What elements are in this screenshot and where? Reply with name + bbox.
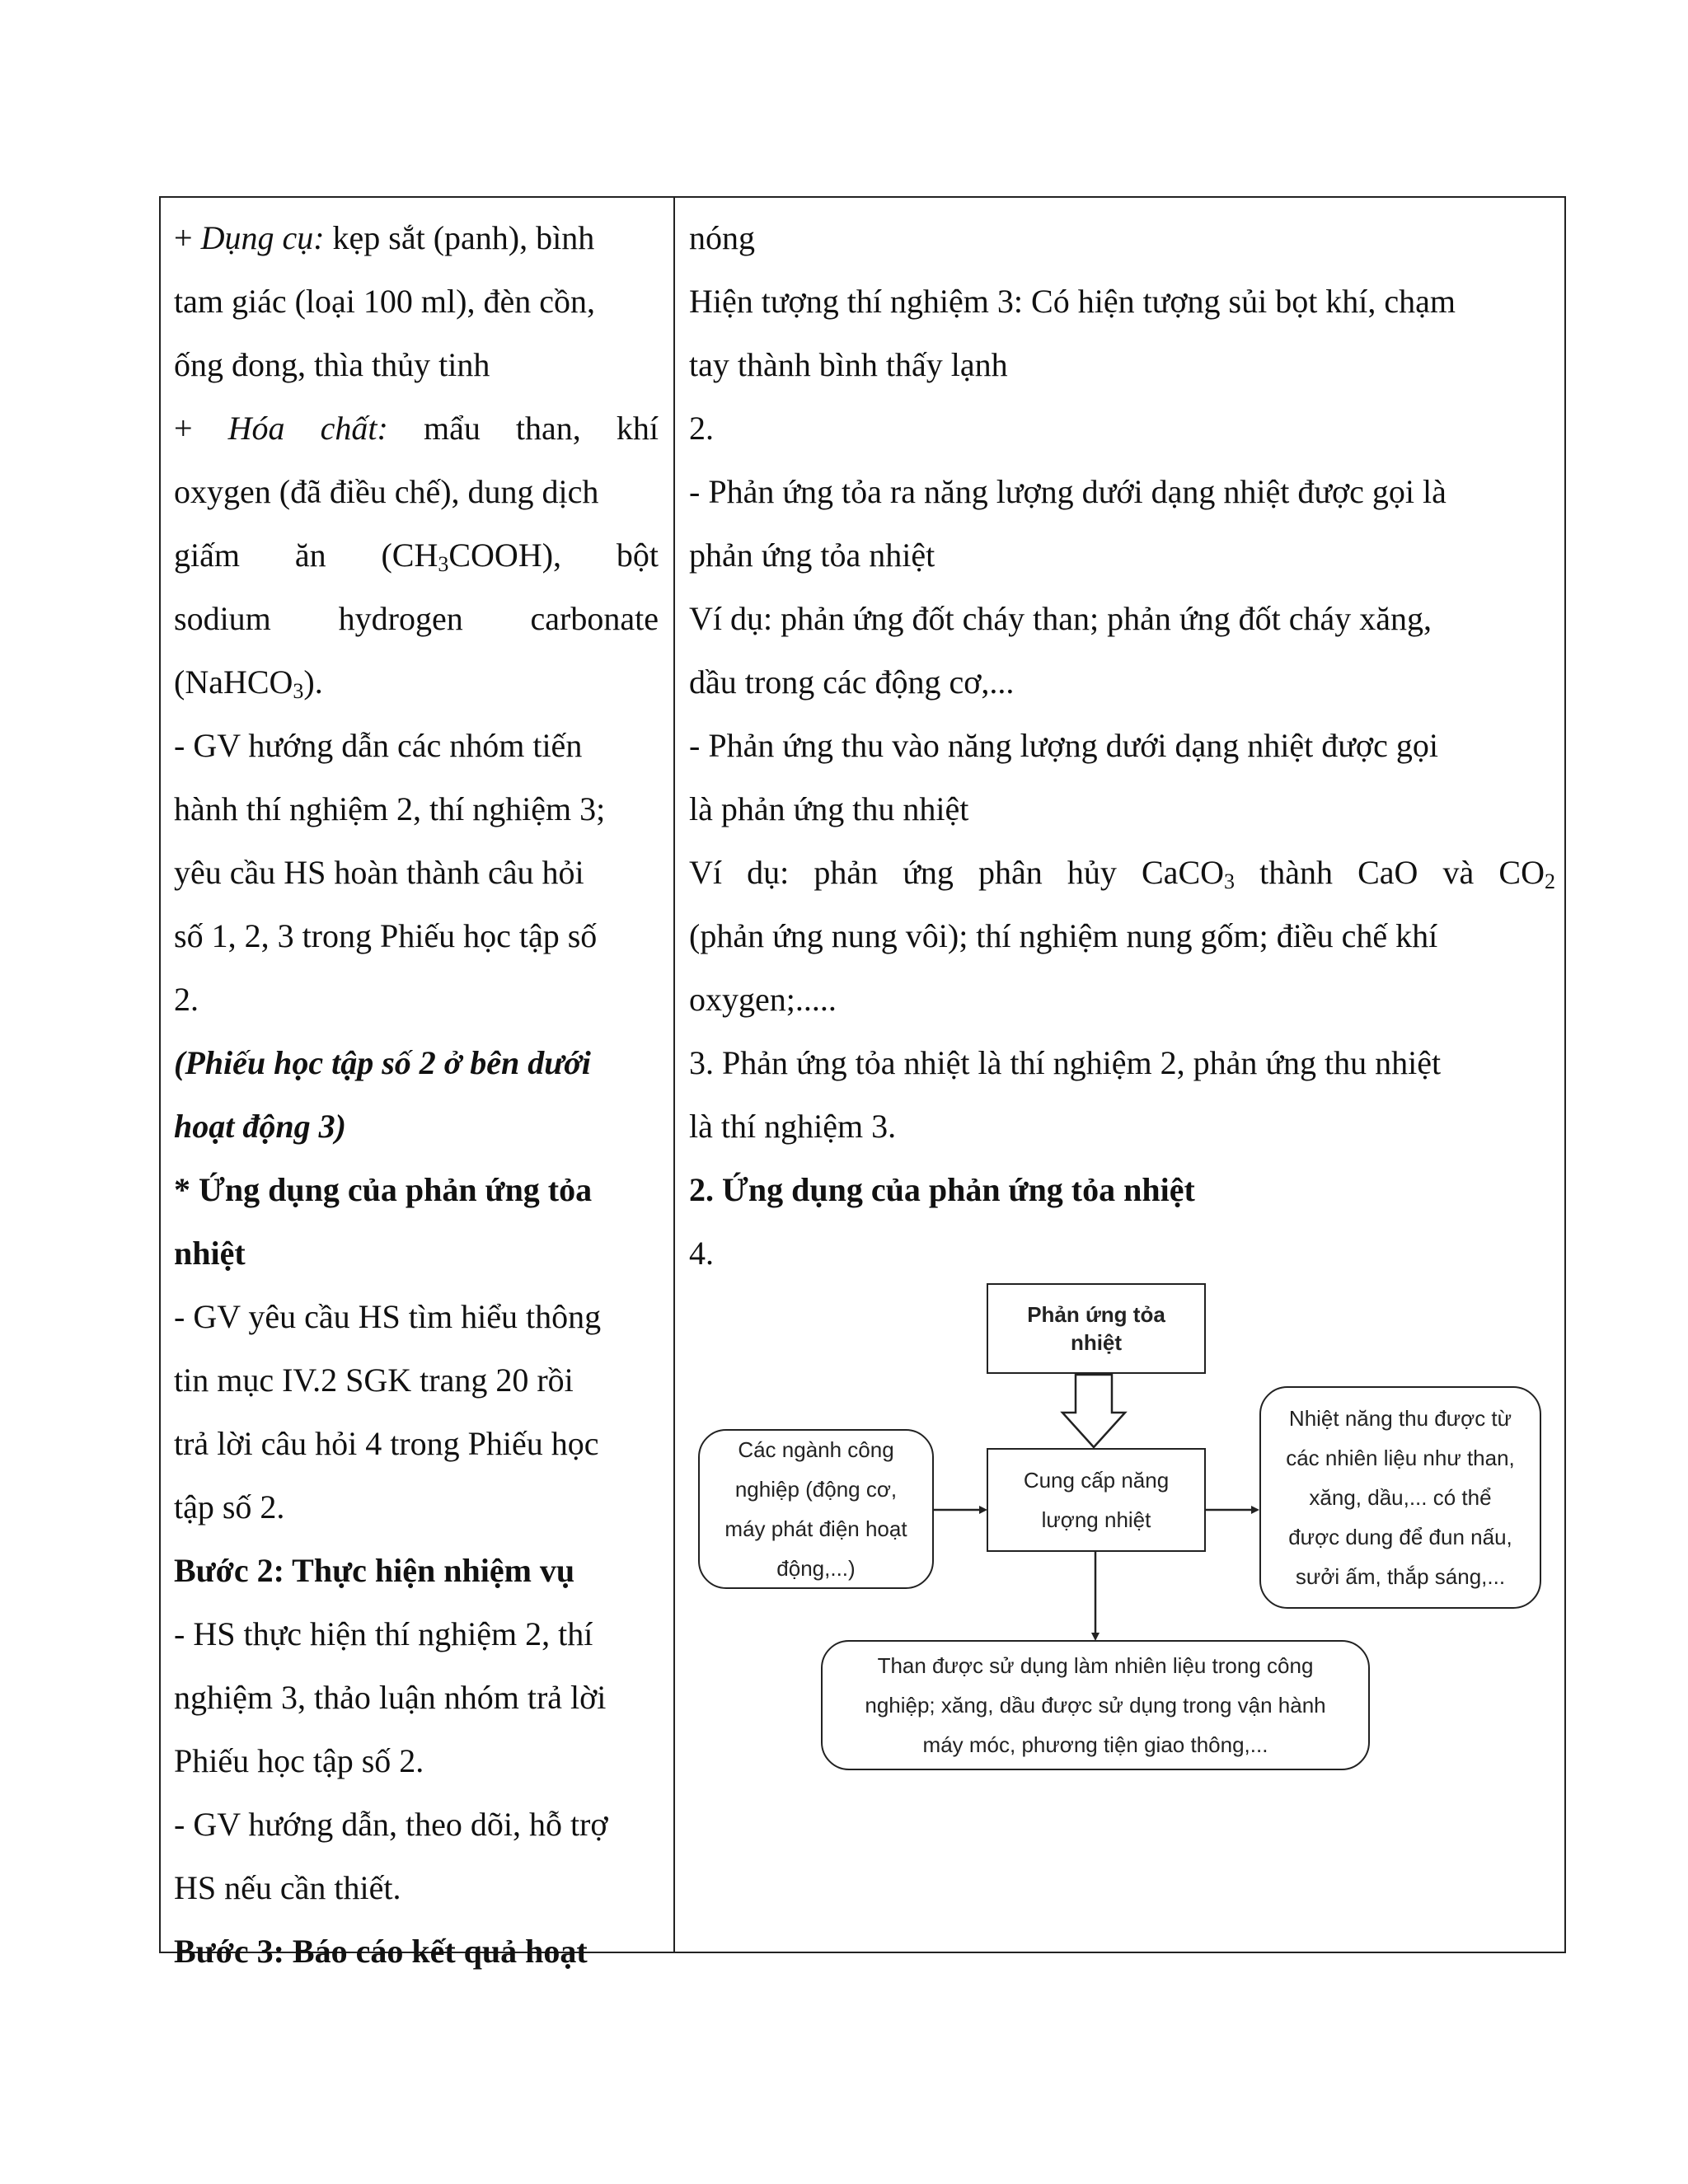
left-line: tập số 2.: [174, 1488, 285, 1526]
left-line: oxygen (đã điều chế), dung dịch: [174, 473, 599, 510]
arrowhead: [1251, 1506, 1259, 1514]
left-line: + Dụng cụ: kẹp sắt (panh), bình: [174, 219, 595, 256]
left-heading: * Ứng dụng của phản ứng tỏa: [174, 1171, 593, 1208]
right-line: - Phản ứng thu vào năng lượng dưới dạng nhiệt được gọi: [689, 727, 1438, 764]
left-line: số 1, 2, 3 trong Phiếu học tập số: [174, 917, 598, 954]
right-line: Ví dụ: phản ứng phân hủy CaCO$_3$ thành CaO và $CO_2$: [689, 854, 1555, 893]
diagram-text: nghiệp; xăng, dầu được sử dụng trong vận hành: [865, 1693, 1326, 1718]
lesson-table: [159, 196, 1566, 1970]
left-line: yêu cầu HS hoàn thành câu hỏi: [174, 854, 584, 891]
left-line: trả lời câu hỏi 4 trong Phiếu học: [174, 1425, 599, 1462]
diagram-text: nghiệp (động cơ,: [734, 1477, 898, 1502]
right-line: là phản ứng thu nhiệt: [689, 790, 969, 827]
right-line: 4.: [689, 1235, 714, 1272]
exothermic-reaction-box: [987, 1283, 1206, 1374]
right-line: Hiện tượng thí nghiệm 3: Có hiện tượng sủi bọt khí, chạm: [689, 283, 1456, 320]
diagram-text: Than được sử dụng làm nhiên liệu trong công: [877, 1653, 1314, 1678]
column-divider: [673, 198, 675, 1952]
right-column: [689, 206, 1555, 1285]
industry-box: [698, 1429, 934, 1589]
left-line: - GV hướng dẫn các nhóm tiến: [174, 727, 583, 764]
left-line: tam giác (loại 100 ml), đèn cồn,: [174, 283, 595, 320]
left-line: hoạt động 3): [174, 1108, 346, 1145]
right-line: (phản ứng nung vôi); thí nghiệm nung gốm; điều chế khí: [689, 917, 1438, 954]
right-line: tay thành bình thấy lạnh: [689, 346, 1008, 383]
right-line: Ví dụ: phản ứng đốt cháy than; phản ứng đốt cháy xăng,: [689, 600, 1432, 637]
diagram-text: máy móc, phương tiện giao thông,...: [922, 1732, 1268, 1757]
heat-energy-box: [1259, 1386, 1541, 1609]
diagram-text: được dung để đun nấu,: [1288, 1525, 1512, 1549]
left-line: tin mục IV.2 SGK trang 20 rồi: [174, 1361, 574, 1399]
right-line: 3. Phản ứng tỏa nhiệt là thí nghiệm 2, phản ứng thu nhiệt: [689, 1044, 1442, 1081]
hollow-down-arrow: [1062, 1375, 1125, 1447]
right-line: - Phản ứng tỏa ra năng lượng dưới dạng nhiệt được gọi là: [689, 473, 1447, 510]
left-line: (Phiếu học tập số 2 ở bên dưới: [174, 1044, 591, 1081]
diagram-text: Nhiệt năng thu được từ: [1288, 1406, 1512, 1431]
left-line: HS nếu cần thiết.: [174, 1869, 401, 1906]
fuel-usage-box: [821, 1640, 1370, 1770]
diagram-text: nhiệt: [1070, 1330, 1123, 1355]
left-line: hành thí nghiệm 2, thí nghiệm 3;: [174, 790, 606, 827]
diagram-text: các nhiên liệu như than,: [1286, 1446, 1515, 1470]
left-line: Phiếu học tập số 2.: [174, 1742, 424, 1779]
left-line: 2.: [174, 981, 199, 1018]
step-heading: Bước 2: Thực hiện nhiệm vụ: [174, 1552, 575, 1589]
right-line: oxygen;.....: [689, 981, 837, 1018]
diagram-text: xăng, dầu,... có thể: [1309, 1485, 1492, 1510]
diagram-text: Phản ứng tỏa: [1027, 1302, 1165, 1327]
left-line: - GV hướng dẫn, theo dõi, hỗ trợ: [174, 1806, 608, 1843]
left-heading: nhiệt: [174, 1235, 246, 1272]
right-line: 2.: [689, 410, 714, 447]
left-line: sodium hydrogen carbonate: [174, 600, 659, 637]
diagram-text: sưởi ấm, thắp sáng,...: [1295, 1564, 1506, 1589]
left-line: - HS thực hiện thí nghiệm 2, thí: [174, 1615, 593, 1652]
left-line: (NaHCO$_3$).: [174, 663, 323, 703]
right-line: là thí nghiệm 3.: [689, 1108, 897, 1145]
left-line: nghiệm 3, thảo luận nhóm trả lời: [174, 1679, 607, 1716]
left-column: [174, 206, 659, 1983]
diagram-text: động,...): [776, 1556, 856, 1581]
diagram-text: lượng nhiệt: [1041, 1507, 1151, 1532]
left-line: - GV yêu cầu HS tìm hiểu thông: [174, 1298, 602, 1335]
diagram-text: Cung cấp năng: [1023, 1468, 1170, 1493]
step-heading: Bước 3: Báo cáo kết quả hoạt: [174, 1933, 588, 1970]
heat-supply-box: [987, 1448, 1206, 1552]
right-line: phản ứng tỏa nhiệt: [689, 537, 935, 574]
left-line: ống đong, thìa thủy tinh: [174, 346, 490, 383]
left-line: giấm ăn $(CH_3COOH)$, bột: [174, 537, 659, 576]
right-line: dầu trong các động cơ,...: [689, 663, 1015, 701]
diagram-text: Các ngành công: [738, 1437, 894, 1462]
right-heading: 2. Ứng dụng của phản ứng tỏa nhiệt: [689, 1171, 1195, 1208]
left-line: + Hóa chất: mẩu than, khí: [174, 410, 659, 447]
diagram-text: máy phát điện hoạt: [724, 1516, 907, 1541]
right-line: nóng: [689, 219, 755, 256]
